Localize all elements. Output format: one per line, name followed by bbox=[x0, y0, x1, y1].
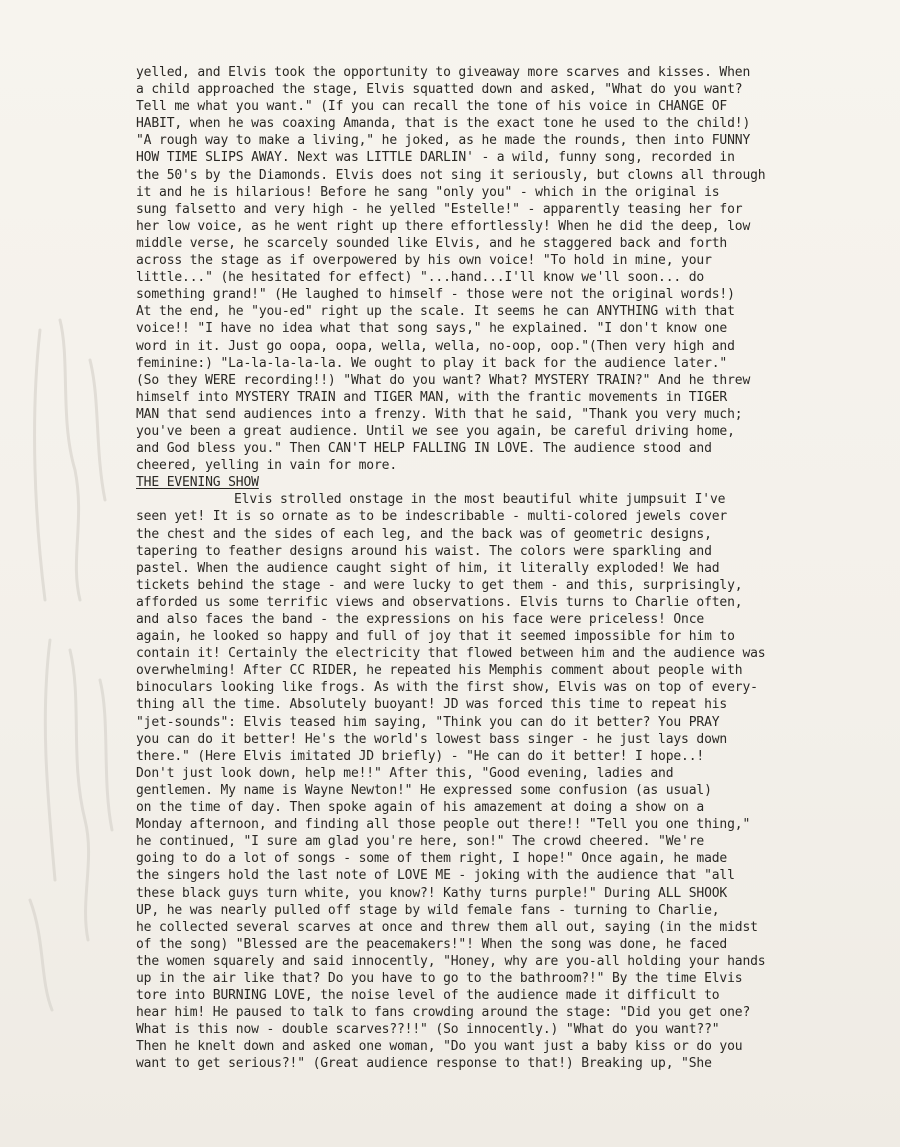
text-line: yelled, and Elvis took the opportunity to giveaway more scarves and kisses. When bbox=[136, 65, 751, 80]
text-line: feminine:) "La-la-la-la-la. We ought to play it back for the audience later." bbox=[136, 355, 728, 371]
text-line: there." (Here Elvis imitated JD briefly) - "He can do it better! I hope..! bbox=[136, 748, 705, 764]
text-line: tapering to feather designs around his waist. The colors were sparkling and bbox=[136, 543, 712, 559]
text-line: want to get serious?!" (Great audience response to that!) Breaking up, "She bbox=[136, 1056, 712, 1072]
text-line: across the stage as if overpowered by his own voice! "To hold in mine, your bbox=[136, 253, 712, 269]
text-line: Tell me what you want." (If you can recall the tone of his voice in CHANGE OF bbox=[136, 99, 728, 115]
text-line: the singers hold the last note of LOVE ME - joking with the audience that "all bbox=[136, 868, 735, 884]
text-line: contain it! Certainly the electricity that flowed between him and the audience was bbox=[136, 646, 766, 662]
text-line: tickets behind the stage - and were lucky to get them - and this, surprisingly, bbox=[136, 577, 743, 593]
text-line: you can do it better! He's the world's lowest bass singer - he just lays down bbox=[136, 731, 728, 747]
text-line: her low voice, as he went right up there effortlessly! When he did the deep, low bbox=[136, 218, 751, 234]
text-line: on the time of day. Then spoke again of his amazement at doing a show on a bbox=[136, 800, 705, 816]
text-line: UP, he was nearly pulled off stage by wild female fans - turning to Charlie, bbox=[136, 902, 720, 918]
text-line: overwhelming! After CC RIDER, he repeated his Memphis comment about people with bbox=[136, 663, 743, 679]
text-line: you've been a great audience. Until we see you again, be careful driving home, bbox=[136, 423, 735, 439]
text-line: a child approached the stage, Elvis squatted down and asked, "What do you want? bbox=[136, 82, 743, 98]
text-line: hear him! He paused to talk to fans crowding around the stage: "Did you get one? bbox=[136, 1005, 751, 1021]
text-line: of the song) "Blessed are the peacemakers!"! When the song was done, he faced bbox=[136, 936, 728, 952]
text-line: thing all the time. Absolutely buoyant! JD was forced this time to repeat his bbox=[136, 697, 728, 713]
text-line: middle verse, he scarcely sounded like Elvis, and he staggered back and forth bbox=[136, 235, 728, 251]
text-line: he collected several scarves at once and threw them all out, saying (in the midst bbox=[136, 919, 758, 935]
section-heading: THE EVENING SHOW bbox=[136, 475, 259, 491]
text-line: seen yet! It is so ornate as to be indescribable - multi-colored jewels cover bbox=[136, 509, 728, 525]
text-line: little..." (he hesitated for effect) "...hand...I'll know we'll soon... do bbox=[136, 270, 705, 286]
text-line: "A rough way to make a living," he joked, as he made the rounds, then into FUNNY bbox=[136, 133, 751, 149]
text-line: afforded us some terrific views and observations. Elvis turns to Charlie often, bbox=[136, 594, 743, 610]
text-line: At the end, he "you-ed" right up the scale. It seems he can ANYTHING with that bbox=[136, 304, 735, 320]
text-line: Then he knelt down and asked one woman, "Do you want just a baby kiss or do you bbox=[136, 1039, 743, 1055]
text-line: sung falsetto and very high - he yelled "Estelle!" - apparently teasing her for bbox=[136, 201, 743, 217]
document-body bbox=[136, 64, 836, 1073]
text-line: HOW TIME SLIPS AWAY. Next was LITTLE DARLIN' - a wild, funny song, recorded in bbox=[136, 150, 735, 166]
text-line: the chest and the sides of each leg, and the back was of geometric designs, bbox=[136, 526, 712, 542]
text-line: What is this now - double scarves??!!" (So innocently.) "What do you want??" bbox=[136, 1022, 720, 1038]
text-line: (So they WERE recording!!) "What do you want? What? MYSTERY TRAIN?" And he threw bbox=[136, 372, 751, 388]
text-line: it and he is hilarious! Before he sang "only you" - which in the original is bbox=[136, 184, 720, 200]
text-line: binoculars looking like frogs. As with the first show, Elvis was on top of every- bbox=[136, 680, 758, 696]
text-line: and also faces the band - the expressions on his face were priceless! Once bbox=[136, 612, 705, 627]
text-line: word in it. Just go oopa, oopa, wella, wella, no-oop, oop."(Then very high and bbox=[136, 338, 735, 354]
text-line: and God bless you." Then CAN'T HELP FALLING IN LOVE. The audience stood and bbox=[136, 441, 712, 457]
text-line: MAN that send audiences into a frenzy. With that he said, "Thank you very much; bbox=[136, 406, 743, 422]
text-line: up in the air like that? Do you have to go to the bathroom?!" By the time Elvis bbox=[136, 970, 743, 986]
text-line: these black guys turn white, you know?! Kathy turns purple!" During ALL SHOOK bbox=[136, 885, 728, 901]
text-line: "jet-sounds": Elvis teased him saying, "Think you can do it better? You PRAY bbox=[136, 714, 720, 730]
text-line: Don't just look down, help me!!" After this, "Good evening, ladies and bbox=[136, 765, 674, 781]
text-line: HABIT, when he was coaxing Amanda, that is the exact tone he used to the child!) bbox=[136, 116, 751, 132]
text-line: Elvis strolled onstage in the most beautiful white jumpsuit I've bbox=[234, 492, 726, 508]
text-line: Monday afternoon, and finding all those people out there!! "Tell you one thing," bbox=[136, 817, 751, 833]
text-line: cheered, yelling in vain for more. bbox=[136, 458, 398, 474]
text-line: he continued, "I sure am glad you're here, son!" The crowd cheered. "We're bbox=[136, 834, 705, 850]
text-line: again, he looked so happy and full of joy that it seemed impossible for him to bbox=[136, 629, 735, 645]
text-line: pastel. When the audience caught sight of him, it literally exploded! We had bbox=[136, 560, 720, 576]
text-line: the women squarely and said innocently, "Honey, why are you-all holding your hands bbox=[136, 953, 766, 969]
text-line: gentlemen. My name is Wayne Newton!" He expressed some confusion (as usual) bbox=[136, 782, 712, 798]
text-line: tore into BURNING LOVE, the noise level of the audience made it difficult to bbox=[136, 988, 720, 1004]
text-line: the 50's by the Diamonds. Elvis does not sing it seriously, but clowns all through bbox=[136, 167, 766, 183]
text-line: something grand!" (He laughed to himself - those were not the original words!) bbox=[136, 287, 735, 303]
text-line: going to do a lot of songs - some of them right, I hope!" Once again, he made bbox=[136, 851, 728, 867]
text-line: voice!! "I have no idea what that song says," he explained. "I don't know one bbox=[136, 321, 728, 337]
text-line: himself into MYSTERY TRAIN and TIGER MAN, with the frantic movements in TIGER bbox=[136, 389, 728, 405]
